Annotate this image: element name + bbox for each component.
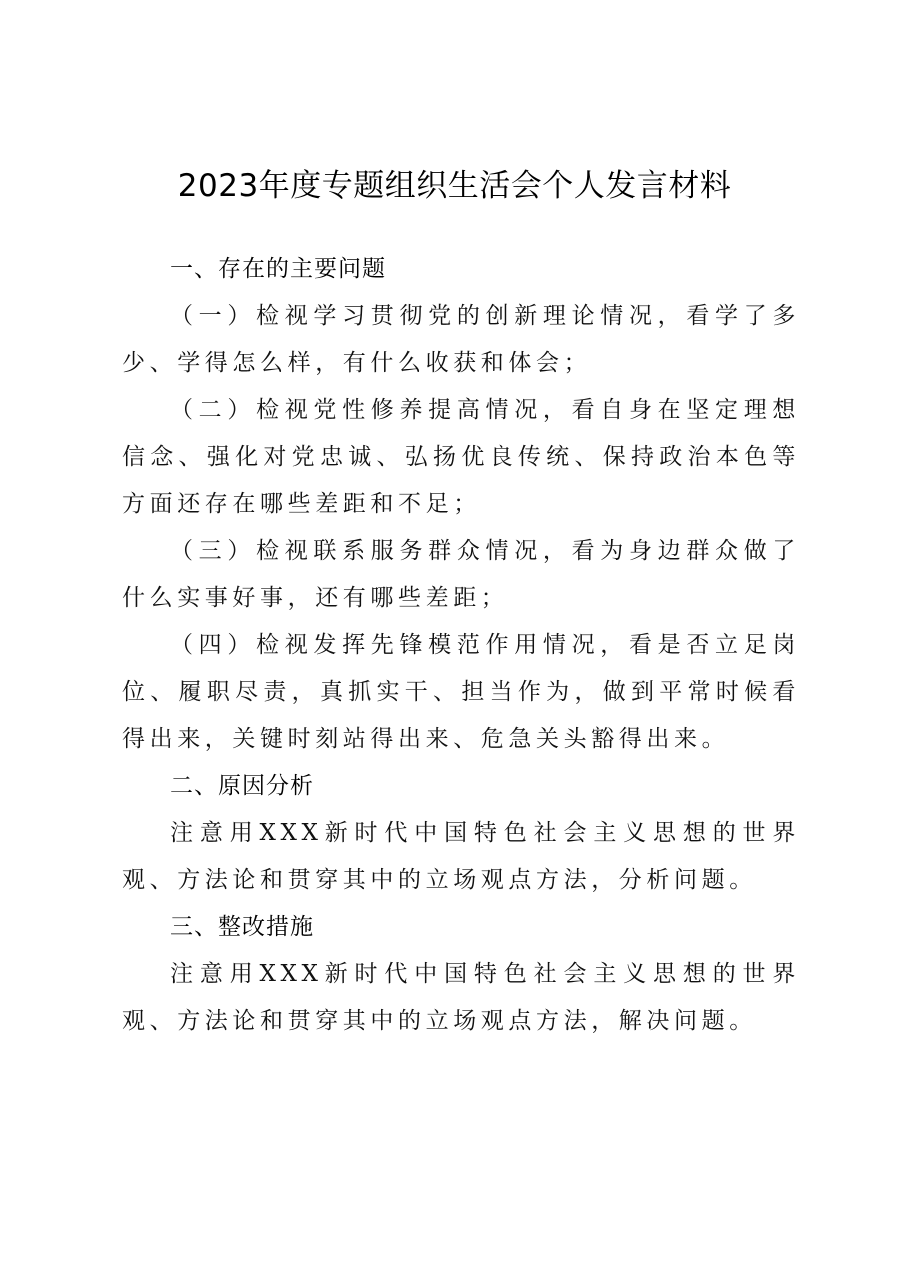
section-heading: 三、整改措施 (170, 914, 314, 940)
section-heading: 一、存在的主要问题 (170, 256, 386, 282)
paragraph: （三）检视联系服务群众情况，看为身边群众做了什么实事好事，还有哪些差距； (122, 538, 800, 611)
section-cause-analysis (122, 763, 800, 904)
paragraph: （二）检视党性修养提高情况，看自身在坚定理想信念、强化对党忠诚、弘扬优良传统、保持政治本色等方面还存在哪些差距和不足； (122, 397, 800, 517)
paragraph: 注意用XXX新时代中国特色社会主义思想的世界观、方法论和贯穿其中的立场观点方法，解决问题。 (122, 961, 800, 1034)
paragraph: （四）检视发挥先锋模范作用情况，看是否立足岗位、履职尽责，真抓实干、担当作为，做到平常时候看得出来，关键时刻站得出来、危急关头豁得出来。 (122, 632, 800, 752)
section-rectification (122, 904, 800, 1045)
paragraph: 注意用XXX新时代中国特色社会主义思想的世界观、方法论和贯穿其中的立场观点方法，分析问题。 (122, 820, 800, 893)
section-problems (122, 246, 800, 763)
paragraph: （一）检视学习贯彻党的创新理论情况，看学了多少、学得怎么样，有什么收获和体会； (122, 303, 800, 376)
document-body (122, 246, 800, 1045)
section-heading: 二、原因分析 (170, 773, 314, 799)
document-title: 2023年度专题组织生活会个人发言材料 (177, 168, 732, 204)
